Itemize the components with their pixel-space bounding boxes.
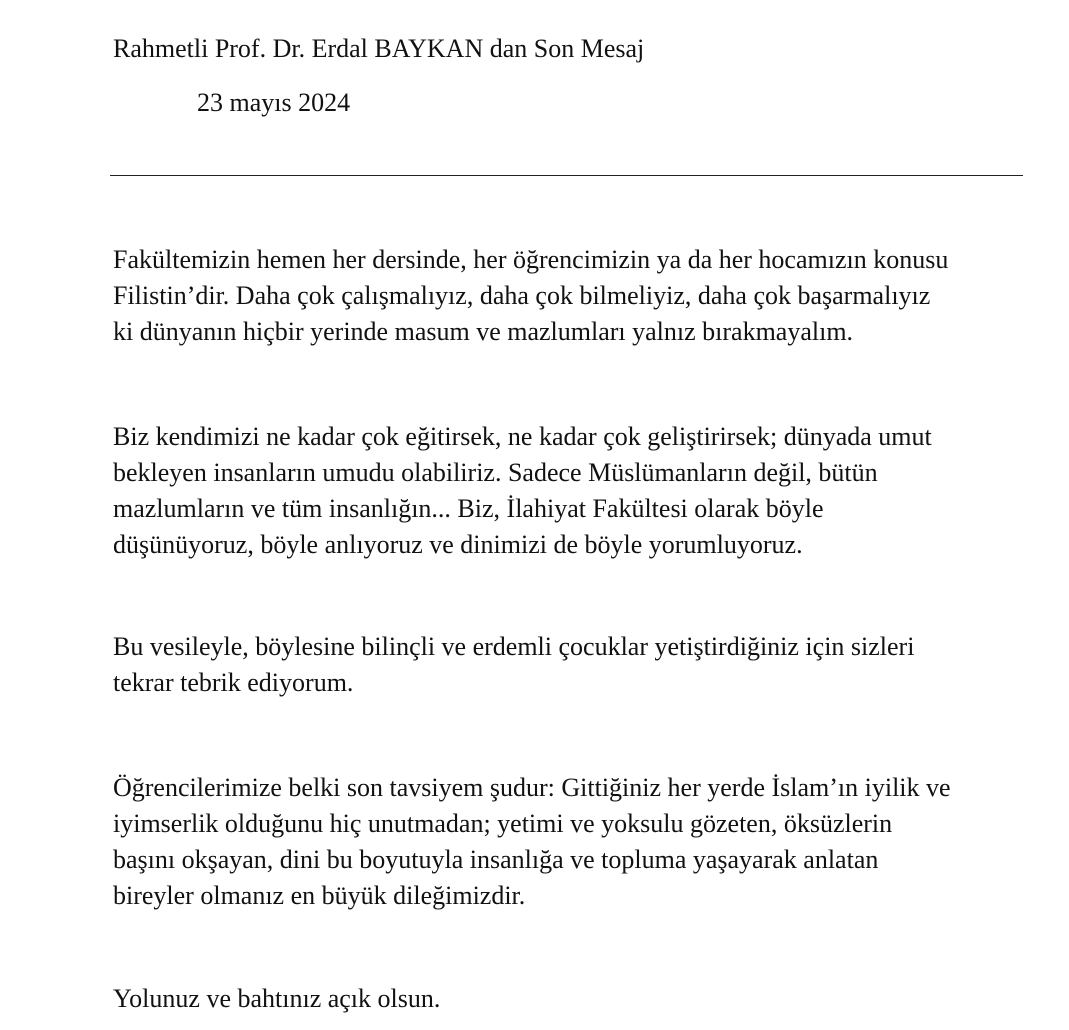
document-date: 23 mayıs 2024 <box>197 88 351 117</box>
paragraph-1 <box>113 242 1033 350</box>
paragraph-line: Bu vesileyle, böylesine bilinçli ve erdemli çocuklar yetiştirdiğiniz için sizleri <box>113 632 915 661</box>
paragraph-line: ki dünyanın hiçbir yerinde masum ve mazlumları yalnız bırakmayalım. <box>113 317 854 346</box>
document-title: Rahmetli Prof. Dr. Erdal BAYKAN dan Son Mesaj <box>113 34 645 63</box>
paragraph-line: iyimserlik olduğunu hiç unutmadan; yetimi ve yoksulu gözeten, öksüzlerin <box>113 809 893 838</box>
paragraph-line: bekleyen insanların umudu olabiliriz. Sadece Müslümanların değil, bütün <box>113 458 878 487</box>
paragraph-line: Fakültemizin hemen her dersinde, her öğrencimizin ya da her hocamızın konusu <box>113 245 949 274</box>
paragraph-line: Biz kendimizi ne kadar çok eğitirsek, ne kadar çok geliştirirsek; dünyada umut <box>113 422 932 451</box>
paragraph-line: mazlumların ve tüm insanlığın... Biz, İlahiyat Fakültesi olarak böyle <box>113 494 824 523</box>
paragraph-line: Filistin’dir. Daha çok çalışmalıyız, daha çok bilmeliyiz, daha çok başarmalıyız <box>113 281 931 310</box>
paragraph-line: tekrar tebrik ediyorum. <box>113 668 354 697</box>
paragraph-line: Yolunuz ve bahtınız açık olsun. <box>113 984 441 1013</box>
paragraph-line: bireyler olmanız en büyük dileğimizdir. <box>113 881 526 910</box>
paragraph-2 <box>113 419 1033 563</box>
paragraph-3 <box>113 629 1033 701</box>
paragraph-line: Öğrencilerimize belki son tavsiyem şudur: Gittiğiniz her yerde İslam’ın iyilik ve <box>113 773 951 802</box>
paragraph-4 <box>113 770 1033 914</box>
paragraph-line: başını okşayan, dini bu boyutuyla insanlığa ve topluma yaşayarak anlatan <box>113 845 879 874</box>
horizontal-divider <box>110 175 1023 176</box>
paragraph-line: düşünüyoruz, böyle anlıyoruz ve dinimizi de böyle yorumluyoruz. <box>113 530 803 559</box>
closing-line <box>113 981 1033 1017</box>
